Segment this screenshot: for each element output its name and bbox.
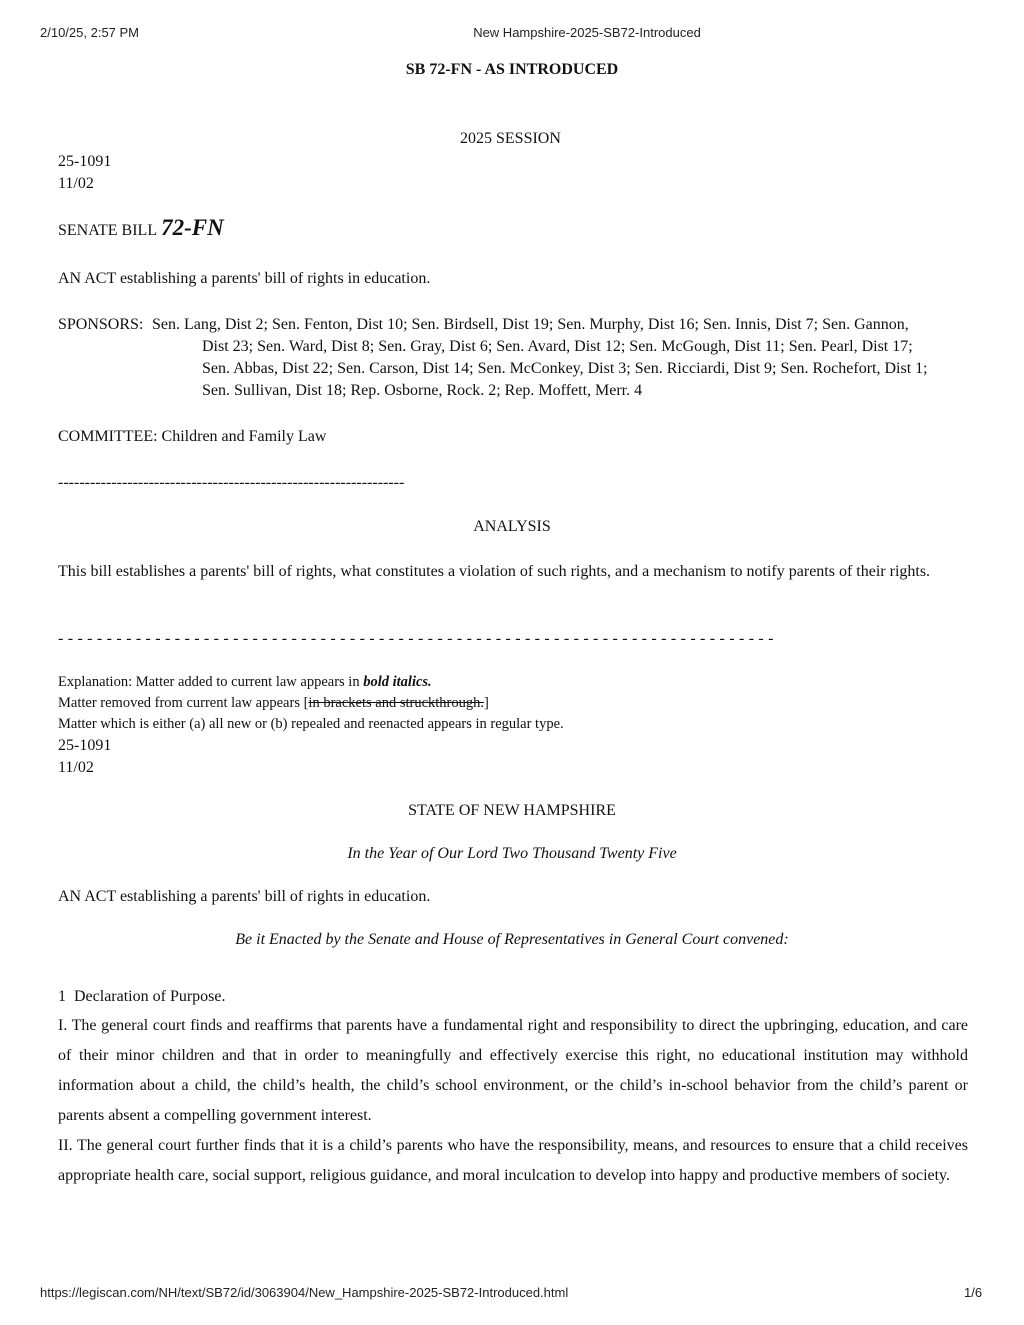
explanation-text: ] — [484, 695, 489, 711]
explanation-text: Explanation: Matter added to current law appears in — [58, 674, 364, 690]
analysis-text: This bill establishes a parents' bill of rights, what constitutes a violation of such rights, and a mechanism to notify parents of their rights. — [58, 563, 931, 580]
lsr-code: 11/02 — [58, 175, 94, 192]
section-heading: 1 Declaration of Purpose. — [58, 988, 226, 1005]
explanation-text: Matter removed from current law appears [ — [58, 695, 309, 711]
print-page-number: 1/6 — [964, 1285, 983, 1300]
document-heading: SB 72-FN - AS INTRODUCED — [405, 61, 619, 78]
sponsors-line: Sen. Sullivan, Dist 18; Rep. Osborne, Rock. 2; Rep. Moffett, Merr. 4 — [202, 382, 643, 399]
bill-identifier — [58, 215, 224, 241]
enacting-clause: Be it Enacted by the Senate and House of Representatives in General Court convened: — [235, 931, 789, 948]
sponsors-line: Sen. Abbas, Dist 22; Sen. Carson, Dist 14; Sen. McConkey, Dist 3; Sen. Ricciardi, Dist 9; Sen. Rochefort, Dist 1; — [202, 360, 928, 377]
purpose-paragraphs — [58, 1011, 968, 1191]
print-datetime: 2/10/25, 2:57 PM — [40, 25, 140, 40]
act-title: AN ACT establishing a parents' bill of rights in education. — [58, 270, 431, 287]
explanation-line-1 — [58, 672, 432, 693]
struckthrough-sample: in brackets and struckthrough. — [308, 695, 484, 711]
explanation-line-2 — [58, 693, 489, 714]
print-url: https://legiscan.com/NH/text/SB72/id/3063904/New_Hampshire-2025-SB72-Introduced.html — [40, 1285, 569, 1300]
print-page-title: New Hampshire-2025-SB72-Introduced — [473, 25, 701, 40]
explanation-line-3: Matter which is either (a) all new or (b) repealed and reenacted appears in regular type. — [58, 716, 564, 732]
divider: ----------------------------------------------------------------- — [58, 474, 405, 491]
dashed-divider: - - - - - - - - - - - - - - - - - - - - - - - - - - - - - - - - - - - - - - - - - - - - - - - - - - - - - - - - - - - - - - - - - - - - - - - - - - — [58, 630, 774, 647]
lsr-code-2: 11/02 — [58, 759, 94, 776]
bill-number: 72-FN — [161, 215, 224, 240]
state-heading: STATE OF NEW HAMPSHIRE — [408, 802, 616, 819]
paragraph-ii: II. The general court further finds that it is a child’s parents who have the responsibility, means, and resources to ensure that a child receives appropriate health care, social support, religious guidance, and moral inculcation to develop into happy and productive members of society. — [58, 1137, 968, 1184]
year-line: In the Year of Our Lord Two Thousand Twenty Five — [347, 845, 677, 862]
lsr-number: 25-1091 — [58, 153, 112, 170]
act-title-2: AN ACT establishing a parents' bill of rights in education. — [58, 888, 431, 905]
session-label: 2025 SESSION — [460, 130, 561, 147]
analysis-heading: ANALYSIS — [473, 518, 551, 535]
sponsors-label: SPONSORS: — [58, 316, 144, 333]
sponsors-line: Sen. Lang, Dist 2; Sen. Fenton, Dist 10; Sen. Birdsell, Dist 19; Sen. Murphy, Dist 16; Sen. Innis, Dist 7; Sen. Gannon, — [152, 316, 909, 333]
bill-label: SENATE BILL — [58, 222, 158, 239]
committee: COMMITTEE: Children and Family Law — [58, 428, 327, 445]
paragraph-i: I. The general court finds and reaffirms that parents have a fundamental right and responsibility to direct the upbringing, education, and care of their minor children and that in order to meaningfully and effectively exercise this right, no educational institution may withhold information about a child, the child’s health, the child’s school environment, or the child’s in-school behavior from the child’s parent or parents absent a compelling government interest. — [58, 1017, 968, 1124]
sponsors-line: Dist 23; Sen. Ward, Dist 8; Sen. Gray, Dist 6; Sen. Avard, Dist 12; Sen. McGough, Dist 11; Sen. Pearl, Dist 17; — [202, 338, 913, 355]
bold-italics-sample: bold italics. — [363, 674, 432, 690]
lsr-number-2: 25-1091 — [58, 737, 112, 754]
